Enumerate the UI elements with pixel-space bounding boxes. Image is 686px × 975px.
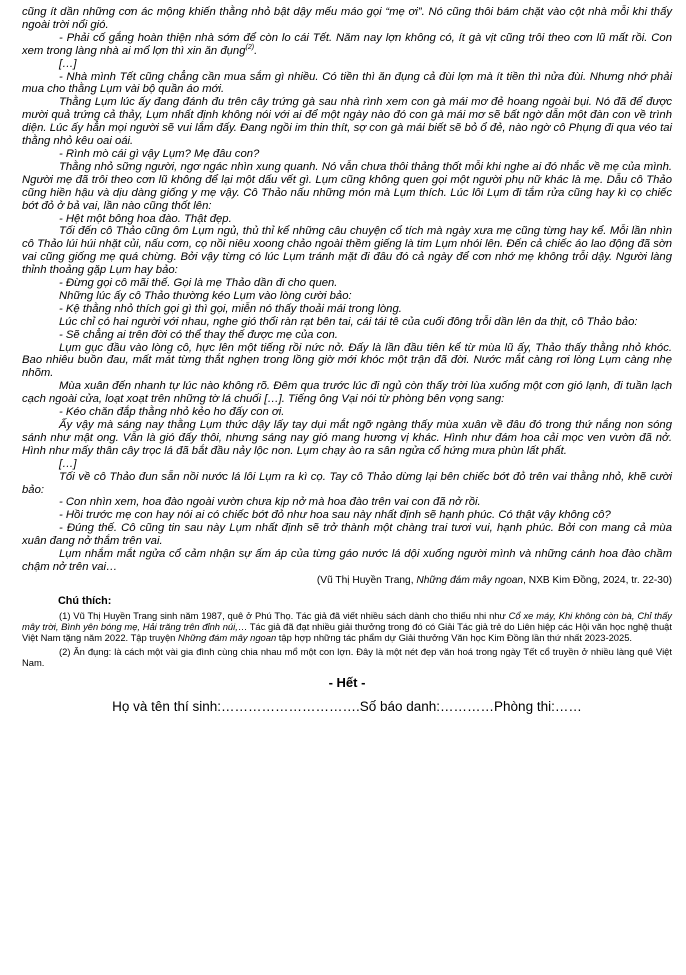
candidate-info-line: Họ và tên thí sinh:………………………….Số báo danh:…………Phòng thi:…… — [112, 698, 582, 714]
story-paragraph: Tối đến cô Thảo cũng ôm Lụm ngủ, thủ thỉ kể những câu chuyện cổ tích mà ngày xưa mẹ cũng từng hay kể. Mỗi lần nhìn cô Thảo lúi húi nhặt củi, nấu cơm, cọ nồi niêu xoong chảo ngoài thềm giếng là tim Lụm nhói lên. Đến cả chiếc áo lao động đã sờn vai cũng giống mẹ quá chừng. Bởi vậy từng có lúc Lụm tránh mặt đi đâu đó cả ngày để cơn nhớ mẹ không trỗi dậy. Người làng thỉnh thoảng gặp Lụm hay bảo: — [22, 225, 672, 277]
story-paragraph: Mùa xuân đến nhanh tự lúc nào không rõ. Đêm qua trước lúc đi ngủ còn thấy trời lùa xuống một cơn gió lạnh, đi tuần lạch cạch ngoài cửa, loạt xoạt trên những tờ lá chuối […]. Tiếng ông Vại nói từ phòng bên vọng sang: — [22, 380, 672, 406]
footnote-1 — [22, 610, 672, 643]
story-paragraph: Những lúc ấy cô Thảo thường kéo Lụm vào lòng cười bảo: — [59, 289, 352, 302]
footnote-reference: (2) — [245, 43, 255, 51]
paragraph-text: - Phải cố gắng hoàn thiện nhà sớm để còn lo cái Tết. Năm nay lợn không có, ít gà vịt cũng trôi theo cơn lũ mất rồi. Con xem trong làng nhà ai mổ lợn thì xin ăn đụng — [22, 31, 672, 57]
story-paragraph: Lúc chỉ có hai người với nhau, nghe gió thổi ràn rạt bên tai, cái tái tê của cuối đông trỗi dần lên da thịt, cô Thảo bảo: — [59, 315, 638, 328]
story-paragraph: - Đừng gọi cô mãi thế. Gọi là mẹ Thảo dần đi cho quen. — [59, 277, 338, 290]
story-paragraph: Lụm nhắm mắt ngửa cổ cảm nhận sự ấm áp của từng gáo nước lá dội xuống người mình và những cánh hoa đào chầm chậm nở trên vai… — [22, 548, 672, 573]
story-paragraph: - Kệ thằng nhỏ thích gọi gì thì gọi, miễn nó thấy thoải mái trong lòng. — [59, 302, 402, 315]
note1-works: Cổ xe máy, Khi không còn bà, Chỉ thấy mây trời, Bình yên bóng mẹ, Hải trăng trên đỉnh núi, — [22, 609, 672, 632]
note1-book: Những đám mây ngoan — [178, 631, 277, 643]
note1-text: tập hợp những tác phẩm dự Giải thưởng Văn học Kim Đồng lần thứ nhất 2023-2025. — [276, 631, 633, 643]
story-paragraph: - Hệt một bông hoa đào. Thật đẹp. — [59, 212, 232, 225]
ellipsis-marker: […] — [59, 57, 77, 70]
notes-heading: Chú thích: — [58, 594, 112, 607]
story-paragraph: Lụm gục đầu vào lòng cô, hực lên một tiếng rồi nức nở. Đấy là lần đầu tiên kể từ mùa lũ ấy, Thảo thấy thằng nhỏ khóc. Bao nhiêu buồn đau, mất mát từng thắt nghẹn trong lồng giờ mới khóc một trận đã đời. Nước mắt càng rơi lòng Lụm càng nhẹ nhõm. — [22, 341, 672, 380]
story-paragraph: Ấy vậy mà sáng nay thằng Lụm thức dậy lấy tay dụi mắt ngỡ ngàng thấy mùa xuân về đâu đó trong thứ nắng non sóng sánh như mật ong. Vẫn là gió đấy thôi, nhưng sáng nay gió mang hương vị khác. Hình như đám hoa cải mọc ven vườn đã nở. Hình như mấy thân cây trọc lá đã bắt đầu nảy lộc non. Lụm chạy ào ra sân ngửa cổ hứng mưa phùn lất phất. — [22, 419, 672, 457]
story-excerpt — [22, 6, 672, 574]
story-paragraph: - Kéo chăn đắp thằng nhỏ kẻo ho đấy con ơi. — [59, 406, 285, 419]
source-citation — [22, 575, 672, 587]
story-paragraph: - Đúng thế. Cô cũng tin sau này Lụm nhất định sẽ trở thành một chàng trai tươi vui, hạnh phúc. Bởi con mang cả mùa xuân đang nở thắm trên vai. — [22, 522, 672, 548]
story-paragraph: cũng ít dần những cơn ác mộng khiến thằng nhỏ bật dậy mếu máo gọi “mẹ ơi”. Nó cũng thôi bám chặt vào cột nhà mỗi khi thấy ngoài trời nổi gió. — [22, 6, 672, 31]
story-paragraph: - Hồi trước mẹ con hay nói ai có chiếc bớt đỏ như hoa sau này nhất định sẽ hạnh phúc. Có thật vậy không cô? — [59, 509, 611, 522]
story-paragraph: - Rình mò cái gì vậy Lụm? Mẹ đâu con? — [59, 147, 260, 160]
story-paragraph: - Phải cố gắng hoàn thiện nhà sớm để còn lo cái Tết. Năm nay lợn không có, ít gà vịt cũng trôi theo cơn lũ mất rồi. Con xem trong làng nhà ai mổ lợn thì xin ăn đụng$^{(2)}$. — [22, 31, 672, 57]
note1-text: (1) Vũ Thị Huyền Trang sinh năm 1987, quê ở Phú Thọ. Tác giả đã viết nhiều sách dành cho thiếu nhi như — [59, 609, 509, 621]
story-paragraph: - Con nhìn xem, hoa đào ngoài vườn chưa kịp nở mà hoa đào trên vai con đã nở rồi. — [59, 496, 481, 509]
footnote-2: (2) Ăn đụng: là cách một vài gia đình cùng chia nhau mổ một con lợn. Đây là một nét đẹp văn hoá trong ngày Tết cổ truyền ở nhiều làng quê Việt Nam. — [22, 645, 672, 668]
end-marker: - Hết - — [328, 674, 366, 690]
note1-text: … Tác giả đã đạt nhiều giải thưởng trong đó có Giải Tác giả trẻ do Liên hiệp các Hội văn học nghệ thuật Việt Nam tặng năm 2022. Tập truyện — [22, 620, 672, 643]
source-suffix: , NXB Kim Đồng, 2024, tr. 22-30) — [523, 574, 672, 586]
story-paragraph: - Nhà mình Tết cũng chẳng cần mua sắm gì nhiều. Có tiền thì ăn đụng cả đùi lợn mà ít tiền thì nửa đùi. Nhưng nhớ phải mua cho thằng Lụm vài bộ quần áo mới. — [22, 70, 672, 96]
source-book-title: Những đám mây ngoan — [416, 574, 524, 586]
story-paragraph: Tối về cô Thảo đun sẵn nồi nước lá lôi Lụm ra kì cọ. Tay cô Thảo dừng lại bên chiếc bớt đỏ trên vai thằng nhỏ, khẽ cười bảo: — [22, 470, 672, 496]
story-paragraph: - Sẽ chẳng ai trên đời có thể thay thế được mẹ của con. — [59, 328, 338, 341]
story-paragraph: Thằng nhỏ sững người, ngơ ngác nhìn xung quanh. Nó vẫn chưa thôi thảng thốt mỗi khi nghe ai đó nhắc về mẹ của mình. Người mẹ đã trôi theo cơn lũ không để lại một dấu vết gì. Lụm cũng không quen gọi một người phụ nữ khác là mẹ. Dẫu cô Thảo cũng hiền hậu và dịu dàng giống y mẹ vậy. Cô Thảo nấu những món mà Lụm thích. Lúc lôi Lụm đi tắm rửa cũng hay kì cọ chiếc bớt đỏ ở bả vai, lần nào cũng thốt lên: — [22, 160, 672, 212]
ellipsis-marker: […] — [59, 457, 77, 470]
source-prefix: (Vũ Thị Huyền Trang, — [316, 574, 417, 586]
story-paragraph: Thằng Lụm lúc ấy đang đánh đu trên cây trứng gà sau nhà rình xem con gà mái mơ đẻ hoang ngoài bụi. Nó đã để được mười quả trứng cả thảy, Lụm nhất định không nói với ai để một ngày nào đó con gà mái mơ sẽ bất ngờ dẫn một đàn con về trình diện. Lúc ấy hẳn mọi người sẽ vui lắm đấy. Đang ngồi im thin thít, sợ con gà mái biết sẽ bỏ ổ đẻ, nào ngờ cô Phụng đi qua véo tai thằng nhỏ kêu oai oái. — [22, 96, 672, 148]
